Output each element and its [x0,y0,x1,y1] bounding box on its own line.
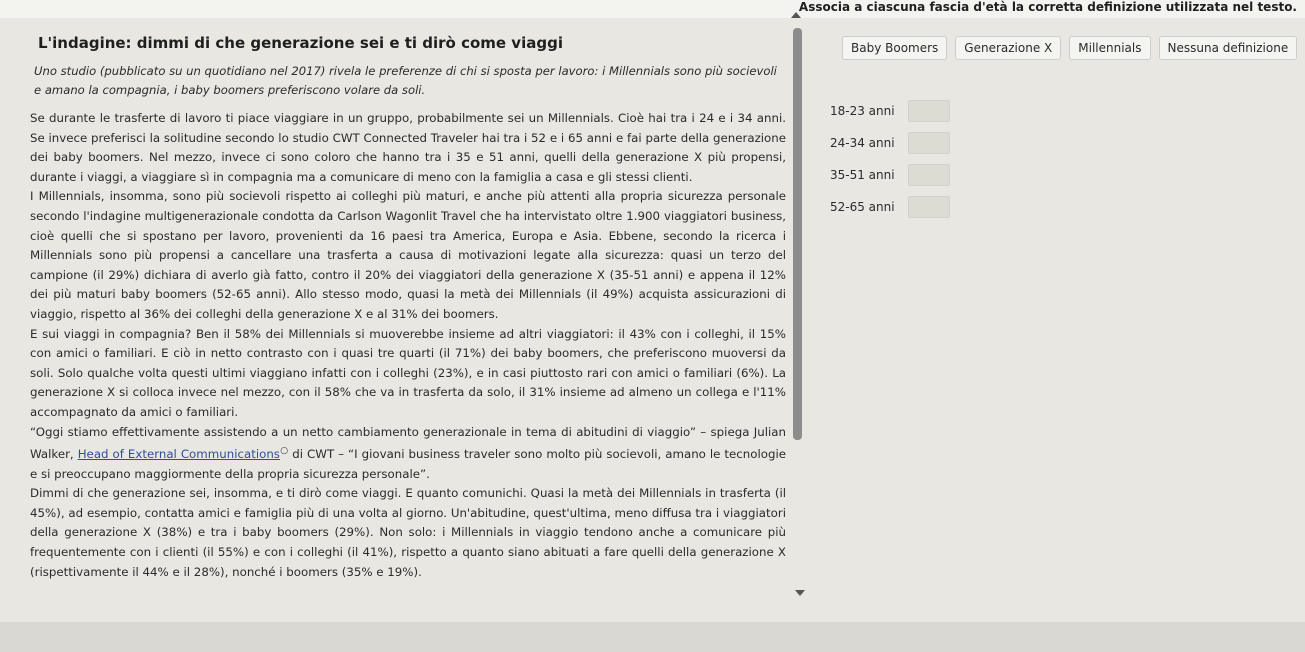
drop-target-18-23[interactable] [908,100,950,122]
article-paragraph-5: Dimmi di che generazione sei, insomma, e ti dirò come viaggi. E quanto comunichi. Quasi la metà dei Millennials in trasferta (il 45%), ad esempio, contatta amici e famiglia più di una volta al giorno. Un'abitudine, quest'ultima, meno diffusa tra i viaggiatori della generazione X (38%) e tra i baby boomers (29%). Non solo: i Millennials in viaggio tendono anche a comunicare più frequentemente con i clienti (il 55%) e con i colleghi (il 41%), rispetto a quanto siano abituati a fare quelli della generazione X (rispettivamente il 44% e il 28%), nonché i boomers (35% e 19%). [30,486,786,579]
article-panel[interactable] [30,34,786,604]
answer-options [842,36,1297,60]
age-label: 35-51 anni [830,168,895,182]
option-nessuna-definizione[interactable]: Nessuna definizione [1159,36,1298,60]
age-label: 18-23 anni [830,104,895,118]
age-label: 24-34 anni [830,136,895,150]
drop-target-52-65[interactable] [908,196,950,218]
article-paragraph-4 [30,423,786,485]
quote-text-end: di CWT – “I giovani business traveler sono molto più socievoli, amano le tecnologie e si preoccupano maggiormente della propria sicurezza personale”. [30,447,786,481]
age-row [830,132,950,154]
option-baby-boomers[interactable]: Baby Boomers [842,36,947,60]
scroll-down-arrow-icon[interactable] [795,590,805,596]
quote-text-start: “Oggi stiamo effettivamente assistendo a un netto cambiamento generazionale in tema di abitudini di viaggio” – spiega Julian Walker, [30,424,786,462]
external-communications-link[interactable]: Head of External Communications [77,447,280,462]
age-label: 52-65 anni [830,200,895,214]
article-title: L'indagine: dimmi di che generazione sei e ti dirò come viaggi [38,34,563,52]
bottom-band [0,622,1305,652]
article-paragraph-3: E sui viaggi in compagnia? Ben il 58% dei Millennials si muoverebbe insieme ad altri viaggiatori: il 43% con i colleghi, il 15% con amici o familiari. E ciò in netto contrasto con i quasi tre quarti (il 71%) dei baby boomers, che preferiscono muoversi da soli. Solo qualche volta questi ultimi viaggiano infatti con i colleghi (23%), e in casi piuttosto rari con amici o familiari (6%). La generazione X si colloca invece nel mezzo, con il 58% che va in trasferta da solo, il 31% insieme ad almeno un collega e l'11% accompagnato da amici o familiari. [30,326,786,419]
article-intro: Uno studio (pubblicato su un quotidiano nel 2017) rivela le preferenze di chi si sposta per lavoro: i Millennials sono più socievoli e amano la compagnia, i baby boomers preferiscono volare da soli. [34,64,777,97]
drop-target-35-51[interactable] [908,164,950,186]
age-row [830,196,950,218]
drop-target-24-34[interactable] [908,132,950,154]
scroll-up-arrow-icon[interactable] [791,12,801,18]
option-generazione-x[interactable]: Generazione X [955,36,1061,60]
article-paragraph-1: Se durante le trasferte di lavoro ti piace viaggiare in un gruppo, probabilmente sei un Millennials. Cioè hai tra i 24 e i 34 anni. Se invece preferisci la solitudine secondo lo studio CWT Connected Traveler hai tra i 52 e i 65 anni e fai parte della generazione dei baby boomers. Nel mezzo, invece ci sono coloro che hanno tra i 35 e 51 anni, quelli della generazione X più propensi, durante i viaggi, a viaggiare sì in compagnia ma a comunicare di meno con la famiglia a casa e gli stessi clienti. [30,111,786,184]
scrollbar-thumb[interactable] [793,28,802,440]
age-row [830,164,950,186]
option-millennials[interactable]: Millennials [1069,36,1150,60]
age-ranges [830,100,950,228]
article-paragraph-2: I Millennials, insomma, sono più socievoli rispetto ai colleghi più maturi, e anche più attenti alla propria sicurezza personale secondo l'indagine multigenerazionale condotta da Carlson Wagonlit Travel che ha intervistato oltre 1.900 viaggiatori business, cioè quelli che si spostano per lavoro, provenienti da 16 paesi tra America, Europa e Asia. Ebbene, secondo la ricerca i Millennials sono più propensi a cancellare una trasferta a causa di motivazioni legate alla sicurezza: quasi un terzo del campione (il 29%) dichiara di averlo già fatto, contro il 20% dei viaggiatori della generazione X (35-51 anni) e appena il 12% dei più maturi baby boomers (52-65 anni). Allo stesso modo, quasi la metà dei Millennials (il 49%) acquista assicurazioni di viaggio, rispetto al 36% dei colleghi della generazione X e al 31% dei boomers. [30,189,786,321]
info-circle-icon: ○ [279,446,289,457]
age-row [830,100,950,122]
instruction-text: Associa a ciascuna fascia d'età la corretta definizione utilizzata nel testo. [798,0,1297,14]
